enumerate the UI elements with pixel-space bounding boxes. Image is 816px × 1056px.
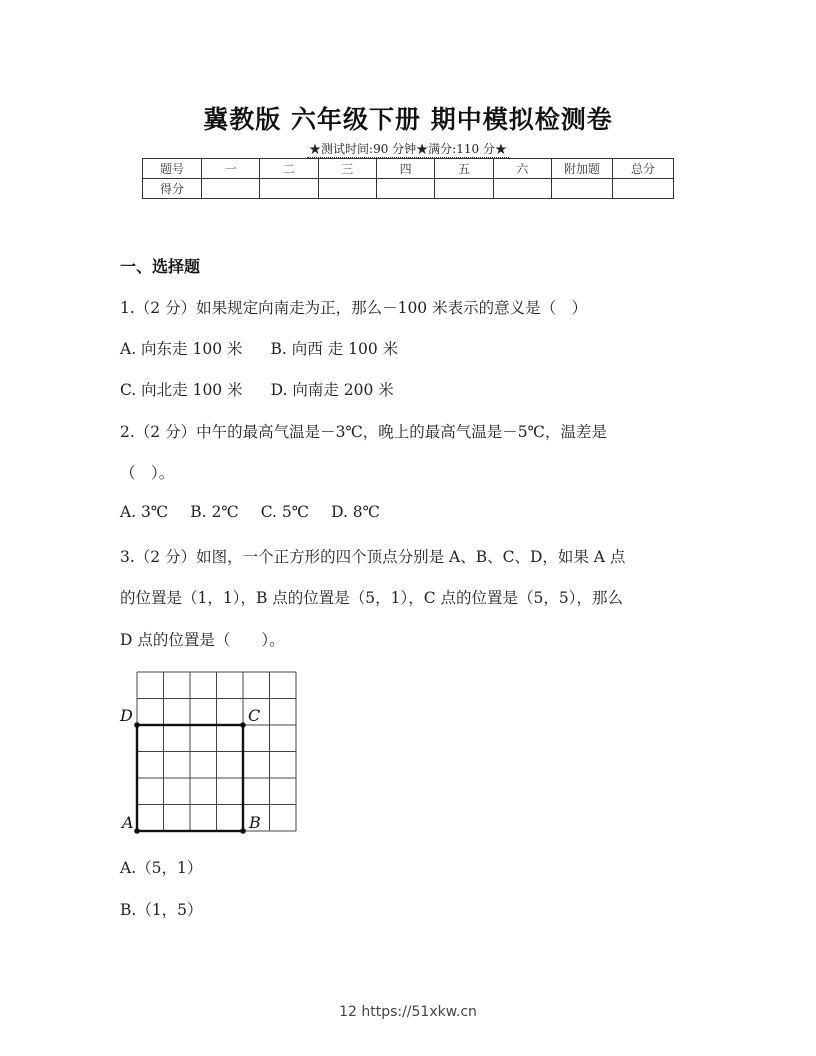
q1-option-c[interactable]: C. 向北走 100 米	[120, 381, 243, 399]
q1-options-row1	[120, 337, 398, 359]
score-cell[interactable]	[260, 179, 318, 199]
page-title: 冀教版 六年级下册 期中模拟检测卷	[203, 105, 613, 134]
q2-option-c[interactable]: C. 5℃	[260, 503, 310, 521]
score-table-score-row	[143, 179, 674, 199]
q3-stem-line3: D 点的位置是（ ）。	[120, 631, 285, 649]
q2-stem-line2: （ ）。	[120, 464, 175, 482]
q2-option-d[interactable]: D. 8℃	[331, 503, 381, 521]
score-cell[interactable]	[552, 179, 613, 199]
point-d	[134, 722, 140, 728]
score-cell[interactable]	[435, 179, 493, 199]
q2-option-a[interactable]: A. 3℃	[120, 503, 169, 521]
label-c: C	[248, 706, 261, 725]
score-header-cell: 总分	[613, 159, 674, 179]
q2-option-b[interactable]: B. 2℃	[190, 503, 239, 521]
q1-option-b[interactable]: B. 向西 走 100 米	[270, 340, 399, 358]
grid-lines	[137, 672, 296, 831]
score-cell[interactable]	[318, 179, 376, 199]
q1-options-row2	[120, 378, 394, 400]
q3-grid-figure	[116, 668, 306, 838]
score-header-cell: 六	[493, 159, 551, 179]
label-b: B	[249, 813, 261, 832]
score-cell[interactable]	[376, 179, 434, 199]
point-a	[134, 828, 140, 834]
section-heading: 一、选择题	[120, 257, 201, 276]
q3-option-a[interactable]: A.（5，1）	[120, 859, 203, 877]
score-table	[142, 158, 674, 199]
score-header-cell: 三	[318, 159, 376, 179]
score-header-cell: 五	[435, 159, 493, 179]
score-header-cell: 一	[202, 159, 260, 179]
score-header-cell: 四	[376, 159, 434, 179]
point-c	[240, 722, 246, 728]
exam-subtitle	[0, 140, 816, 157]
score-row-label: 得分	[143, 179, 202, 199]
label-a: A	[122, 813, 134, 832]
exam-info: ★测试时间:90 分钟★满分:110 分★	[309, 142, 507, 156]
score-cell[interactable]	[493, 179, 551, 199]
label-d: D	[120, 706, 133, 725]
score-cell[interactable]	[202, 179, 260, 199]
q2-stem-line1: 2.（2 分）中午的最高气温是－3℃，晚上的最高气温是－5℃，温差是	[120, 423, 607, 441]
score-header-cell: 附加题	[552, 159, 613, 179]
page-footer: 12 https://51xkw.cn	[339, 1004, 477, 1020]
score-header-cell: 二	[260, 159, 318, 179]
q3-stem-line1: 3.（2 分）如图，一个正方形的四个顶点分别是 A、B、C、D，如果 A 点	[120, 548, 626, 566]
q3-stem-line2: 的位置是（1，1），B 点的位置是（5，1），C 点的位置是（5，5），那么	[120, 589, 624, 607]
point-b	[240, 828, 246, 834]
q1-option-d[interactable]: D. 向南走 200 米	[270, 381, 394, 399]
q1-stem: 1.（2 分）如果规定向南走为正，那么－100 米表示的意义是（ ）	[120, 299, 588, 317]
q2-options	[120, 503, 380, 521]
q1-option-a[interactable]: A. 向东走 100 米	[120, 340, 243, 358]
score-table-header-row	[143, 159, 674, 179]
score-header-cell: 题号	[143, 159, 202, 179]
score-cell[interactable]	[613, 179, 674, 199]
q3-option-b[interactable]: B.（1，5）	[120, 901, 203, 919]
